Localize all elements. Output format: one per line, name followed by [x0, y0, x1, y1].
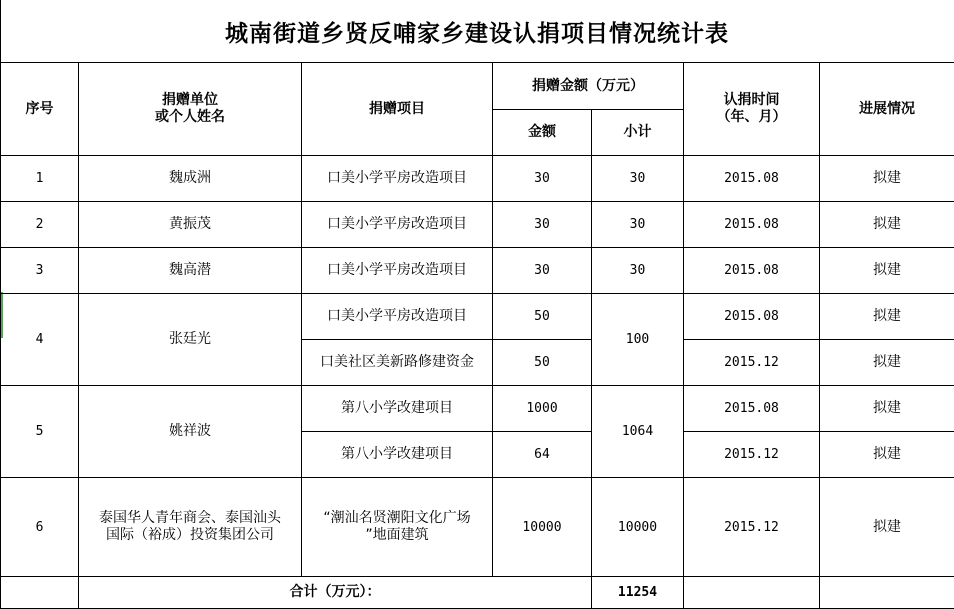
cell-donor-line2: 国际（裕成）投资集团公司: [81, 527, 299, 544]
cell-donor: 黄振茂: [79, 202, 302, 248]
cell-time: 2015.08: [684, 294, 820, 340]
table-row: [1, 248, 954, 294]
cell-donor: [79, 478, 302, 577]
cell-project: 第八小学改建项目: [302, 432, 493, 478]
cell-amount: 50: [493, 340, 592, 386]
cell-project: 口美社区美新路修建资金: [302, 340, 493, 386]
cell-donor-line1: 泰国华人青年商会、泰国汕头: [81, 510, 299, 527]
donation-table: [0, 62, 954, 609]
header-donor: [79, 63, 302, 156]
cell-project-line2: ”地面建筑: [304, 527, 490, 544]
cell-seq: 4: [1, 294, 79, 386]
total-row: [1, 577, 954, 609]
header-row-1: [1, 63, 954, 110]
total-label: 合计（万元）：: [79, 577, 592, 609]
cell-time: 2015.08: [684, 248, 820, 294]
header-seq: 序号: [1, 63, 79, 156]
cell-amount: 30: [493, 202, 592, 248]
cell-time: 2015.08: [684, 386, 820, 432]
cell-project: 口美小学平房改造项目: [302, 248, 493, 294]
cell-subtotal: 30: [592, 156, 684, 202]
header-subtotal: 小计: [592, 110, 684, 156]
cell-subtotal: 100: [592, 294, 684, 386]
cell-project: 口美小学平房改造项目: [302, 202, 493, 248]
header-progress: 进展情况: [820, 63, 954, 156]
total-empty-seq: [1, 577, 79, 609]
cell-progress: 拟建: [820, 478, 954, 577]
header-donor-line1: 捐赠单位: [81, 92, 299, 109]
cell-project-line1: “潮汕名贤潮阳文化广场: [304, 510, 490, 527]
cell-progress: 拟建: [820, 156, 954, 202]
cell-time: 2015.08: [684, 156, 820, 202]
cell-time: 2015.12: [684, 432, 820, 478]
cell-amount: 30: [493, 248, 592, 294]
table-row: [1, 202, 954, 248]
cell-donor: 魏成洲: [79, 156, 302, 202]
total-value: 11254: [592, 577, 684, 609]
cell-progress: 拟建: [820, 340, 954, 386]
cell-time: 2015.12: [684, 340, 820, 386]
cell-project: [302, 478, 493, 577]
cell-project: 第八小学改建项目: [302, 386, 493, 432]
table-row: [1, 478, 954, 577]
cell-subtotal: 1064: [592, 386, 684, 478]
header-time-line2: （年、月）: [686, 109, 817, 126]
header-amount: 金额: [493, 110, 592, 156]
cell-progress: 拟建: [820, 294, 954, 340]
cell-project: 口美小学平房改造项目: [302, 294, 493, 340]
cell-time: 2015.12: [684, 478, 820, 577]
cell-subtotal: 10000: [592, 478, 684, 577]
cell-subtotal: 30: [592, 202, 684, 248]
cell-progress: 拟建: [820, 386, 954, 432]
header-time-line1: 认捐时间: [686, 92, 817, 109]
cell-donor: 姚祥波: [79, 386, 302, 478]
cell-progress: 拟建: [820, 432, 954, 478]
cell-time: 2015.08: [684, 202, 820, 248]
cell-progress: 拟建: [820, 248, 954, 294]
cell-seq: 5: [1, 386, 79, 478]
cell-amount: 64: [493, 432, 592, 478]
cell-progress: 拟建: [820, 202, 954, 248]
header-amount-group: 捐赠金额（万元）: [493, 63, 684, 110]
cell-amount: 10000: [493, 478, 592, 577]
cell-amount: 1000: [493, 386, 592, 432]
header-time: [684, 63, 820, 156]
cell-donor: 张廷光: [79, 294, 302, 386]
cell-subtotal: 30: [592, 248, 684, 294]
total-empty-time: [684, 577, 820, 609]
total-empty-progress: [820, 577, 954, 609]
cell-amount: 30: [493, 156, 592, 202]
cell-seq: 2: [1, 202, 79, 248]
table-row: [1, 294, 954, 340]
cell-donor: 魏高潜: [79, 248, 302, 294]
table-title: 城南街道乡贤反哺家乡建设认捐项目情况统计表: [0, 0, 954, 63]
cell-seq: 6: [1, 478, 79, 577]
cell-project: 口美小学平房改造项目: [302, 156, 493, 202]
header-project: 捐赠项目: [302, 63, 493, 156]
table-row: [1, 156, 954, 202]
table-row: [1, 386, 954, 432]
cell-seq: 1: [1, 156, 79, 202]
header-donor-line2: 或个人姓名: [81, 109, 299, 126]
cell-amount: 50: [493, 294, 592, 340]
cell-seq: 3: [1, 248, 79, 294]
